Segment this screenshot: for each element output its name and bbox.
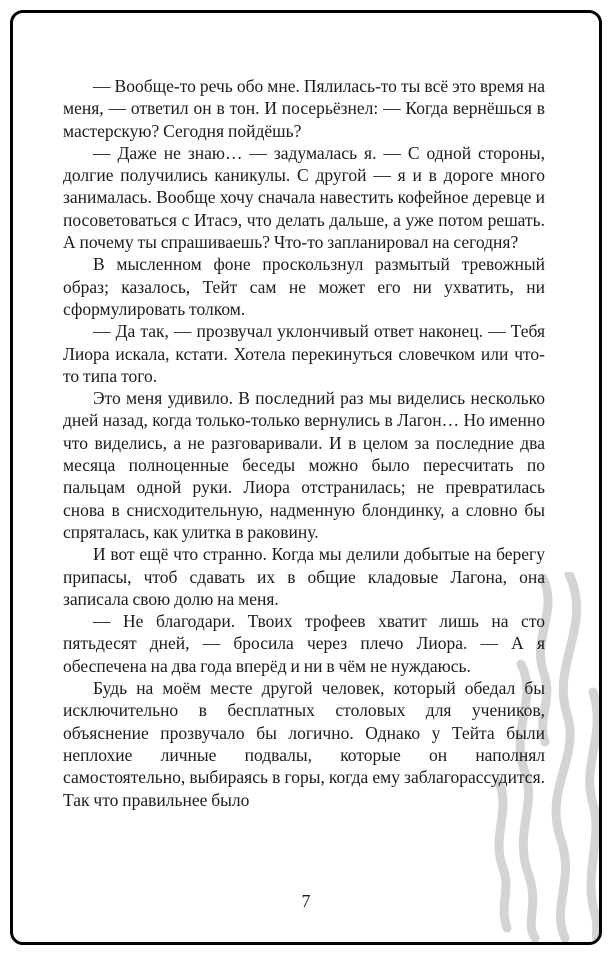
body-text (63, 75, 545, 811)
paragraph: — Даже не знаю… — задумалась я. — С одной стороны, долгие получились каникулы. С другой — я и в дороге много занималась. Вообще хочу сначала навестить кофейное деревце и посоветоваться с Итасэ, что делать дальше, а уже потом решать. А почему ты спрашиваешь? Что-то запланировал на сегодня? (63, 142, 545, 253)
paragraph: Это меня удивило. В последний раз мы виделись несколько дней назад, когда только-только вернулись в Лагон… Но именно что виделись, а не разговаривали. И в целом за последние два месяца полноценные беседы можно было пересчитать по пальцам одной руки. Лиора отстранилась; не превратилась снова в снисходительную, надменную блондинку, а словно бы спряталась, как улитка в раковину. (63, 388, 545, 542)
page-content (13, 13, 599, 942)
paragraph: — Да так, — прозвучал уклончивый ответ наконец. — Тебя Лиора искала, кстати. Хотела перекинуться словечком или что-то типа того. (63, 321, 545, 386)
paragraph: — Не благодари. Твоих трофеев хватит лишь на сто пятьдесят дней, — бросила через плечо Лиора. — А я обеспечена на два года вперёд и ни в чём не нуждаюсь. (63, 611, 545, 676)
page-number: 7 (301, 891, 311, 911)
page-frame (10, 10, 602, 945)
paragraph: В мысленном фоне проскользнул размытый тревожный образ; казалось, Тейт сам не может его ни ухватить, ни сформулировать толком. (63, 254, 545, 319)
paragraph: Будь на моём месте другой человек, который обедал бы исключительно в бесплатных столовых для учеников, объяснение прозвучало бы логично. Однако у Тейта были неплохие личные подвалы, которые он наполнял самостоятельно, выбираясь в горы, когда ему заблагорассудится. Так что правильнее было (63, 678, 545, 810)
paragraph: И вот ещё что странно. Когда мы делили добытые на берегу припасы, чтоб сдавать их в общие кладовые Лагона, она записала свою долю на меня. (63, 544, 545, 609)
paragraph: — Вообще-то речь обо мне. Пялилась-то ты всё это время на меня, — ответил он в тон. И посерьёзнел: — Когда вернёшься в мастерскую? Сегодня пойдёшь? (63, 76, 545, 141)
